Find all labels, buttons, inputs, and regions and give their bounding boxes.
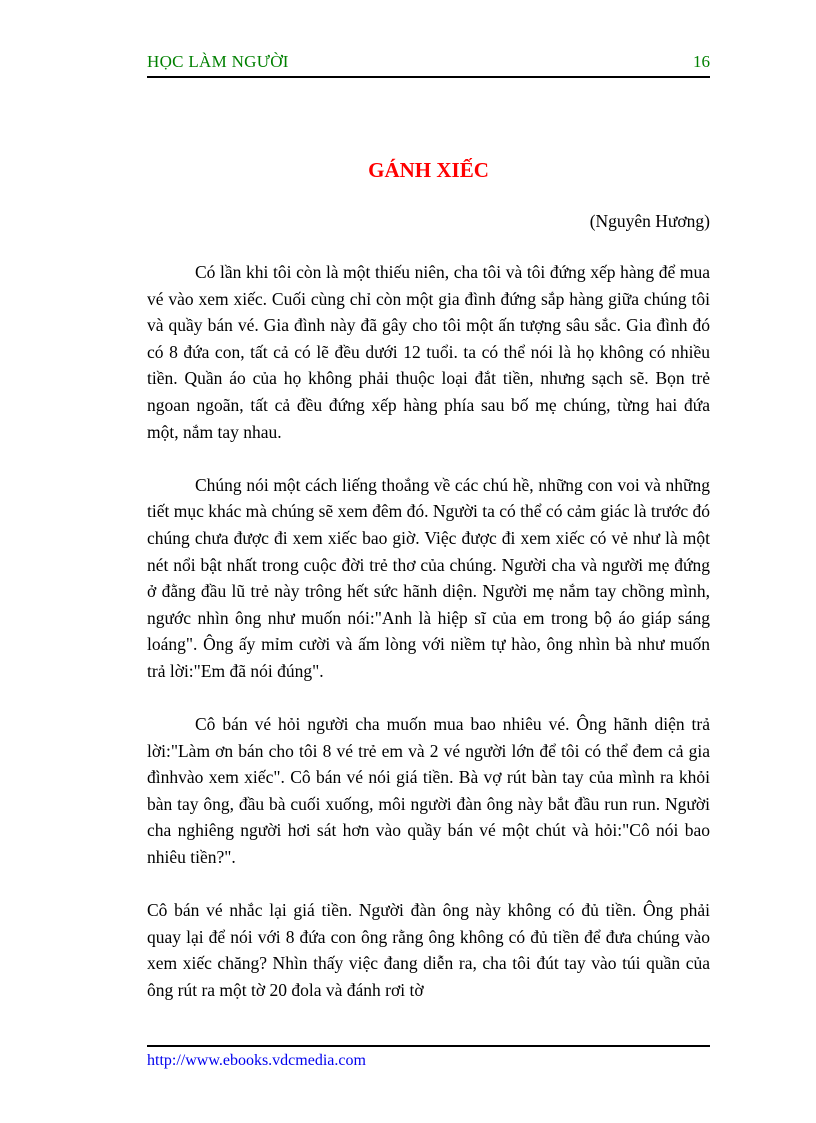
paragraph: Cô bán vé nhắc lại giá tiền. Người đàn ông này không có đủ tiền. Ông phải quay lại để nói với 8 đứa con ông rằng ông không có đủ tiền để đưa chúng vào xem xiếc chăng? Nhìn thấy việc đang diễn ra, cha tôi đút tay vào túi quần của ông rút ra một tờ 20 đola và đánh rơi tờ <box>147 900 710 1001</box>
book-title: HỌC LÀM NGƯỜI <box>147 52 289 71</box>
paragraph: Cô bán vé hỏi người cha muốn mua bao nhiêu vé. Ông hãnh diện trả lời:"Làm ơn bán cho tôi 8 vé trẻ em và 2 vé người lớn để tôi có thể đem cả gia đìnhvào xem xiếc". Cô bán vé nói giá tiền. Bà vợ rút bàn tay của mình ra khỏi bàn tay ông, đầu bà cuối xuống, môi người đàn ông này bắt đầu run run. Người cha nghiêng người hơi sát hơn vào quầy bán vé một chút và hỏi:"Cô nói bao nhiêu tiền?". <box>147 714 710 868</box>
page-footer <box>147 1045 710 1070</box>
story-title: GÁNH XIẾC <box>368 158 489 182</box>
story-body <box>147 259 710 1030</box>
paragraph: Chúng nói một cách liếng thoắng về các chú hề, những con voi và những tiết mục khác mà chúng sẽ xem đêm đó. Người ta có thể có cảm giác là trước đó chúng chưa được đi xem xiếc bao giờ. Việc được đi xem xiếc có vẻ như là một nét nổi bật nhất trong cuộc đời trẻ thơ của chúng. Người cha và người mẹ đứng ở đằng đầu lũ trẻ này trông hết sức hãnh diện. Người mẹ nắm tay chồng mình, ngước nhìn ông như muốn nói:"Anh là hiệp sĩ của em trong bộ áo giáp sáng loáng". Ông ấy mỉm cười và ấm lòng với niềm tự hào, ông nhìn bà như muốn trả lời:"Em đã nói đúng". <box>147 474 710 681</box>
page-number: 16 <box>693 52 710 71</box>
paragraph: Có lần khi tôi còn là một thiếu niên, cha tôi và tôi đứng xếp hàng để mua vé vào xem xiếc. Cuối cùng chỉ còn một gia đình đứng sắp hàng giữa chúng tôi và quầy bán vé. Gia đình này đã gây cho tôi một ấn tượng sâu sắc. Gia đình đó có 8 đứa con, tất cả có lẽ đều dưới 12 tuổi. ta có thể nói là họ không có nhiều tiền. Quần áo của họ không phải thuộc loại đắt tiền, nhưng sạch sẽ. Bọn trẻ ngoan ngoãn, tất cả đều đứng xếp hàng phía sau bố mẹ chúng, từng hai đứa một, nắm tay nhau. <box>147 262 710 442</box>
footer-url-link[interactable]: http://www.ebooks.vdcmedia.com <box>147 1052 366 1069</box>
story-author: (Nguyên Hương) <box>589 211 710 231</box>
page-header <box>147 52 710 78</box>
